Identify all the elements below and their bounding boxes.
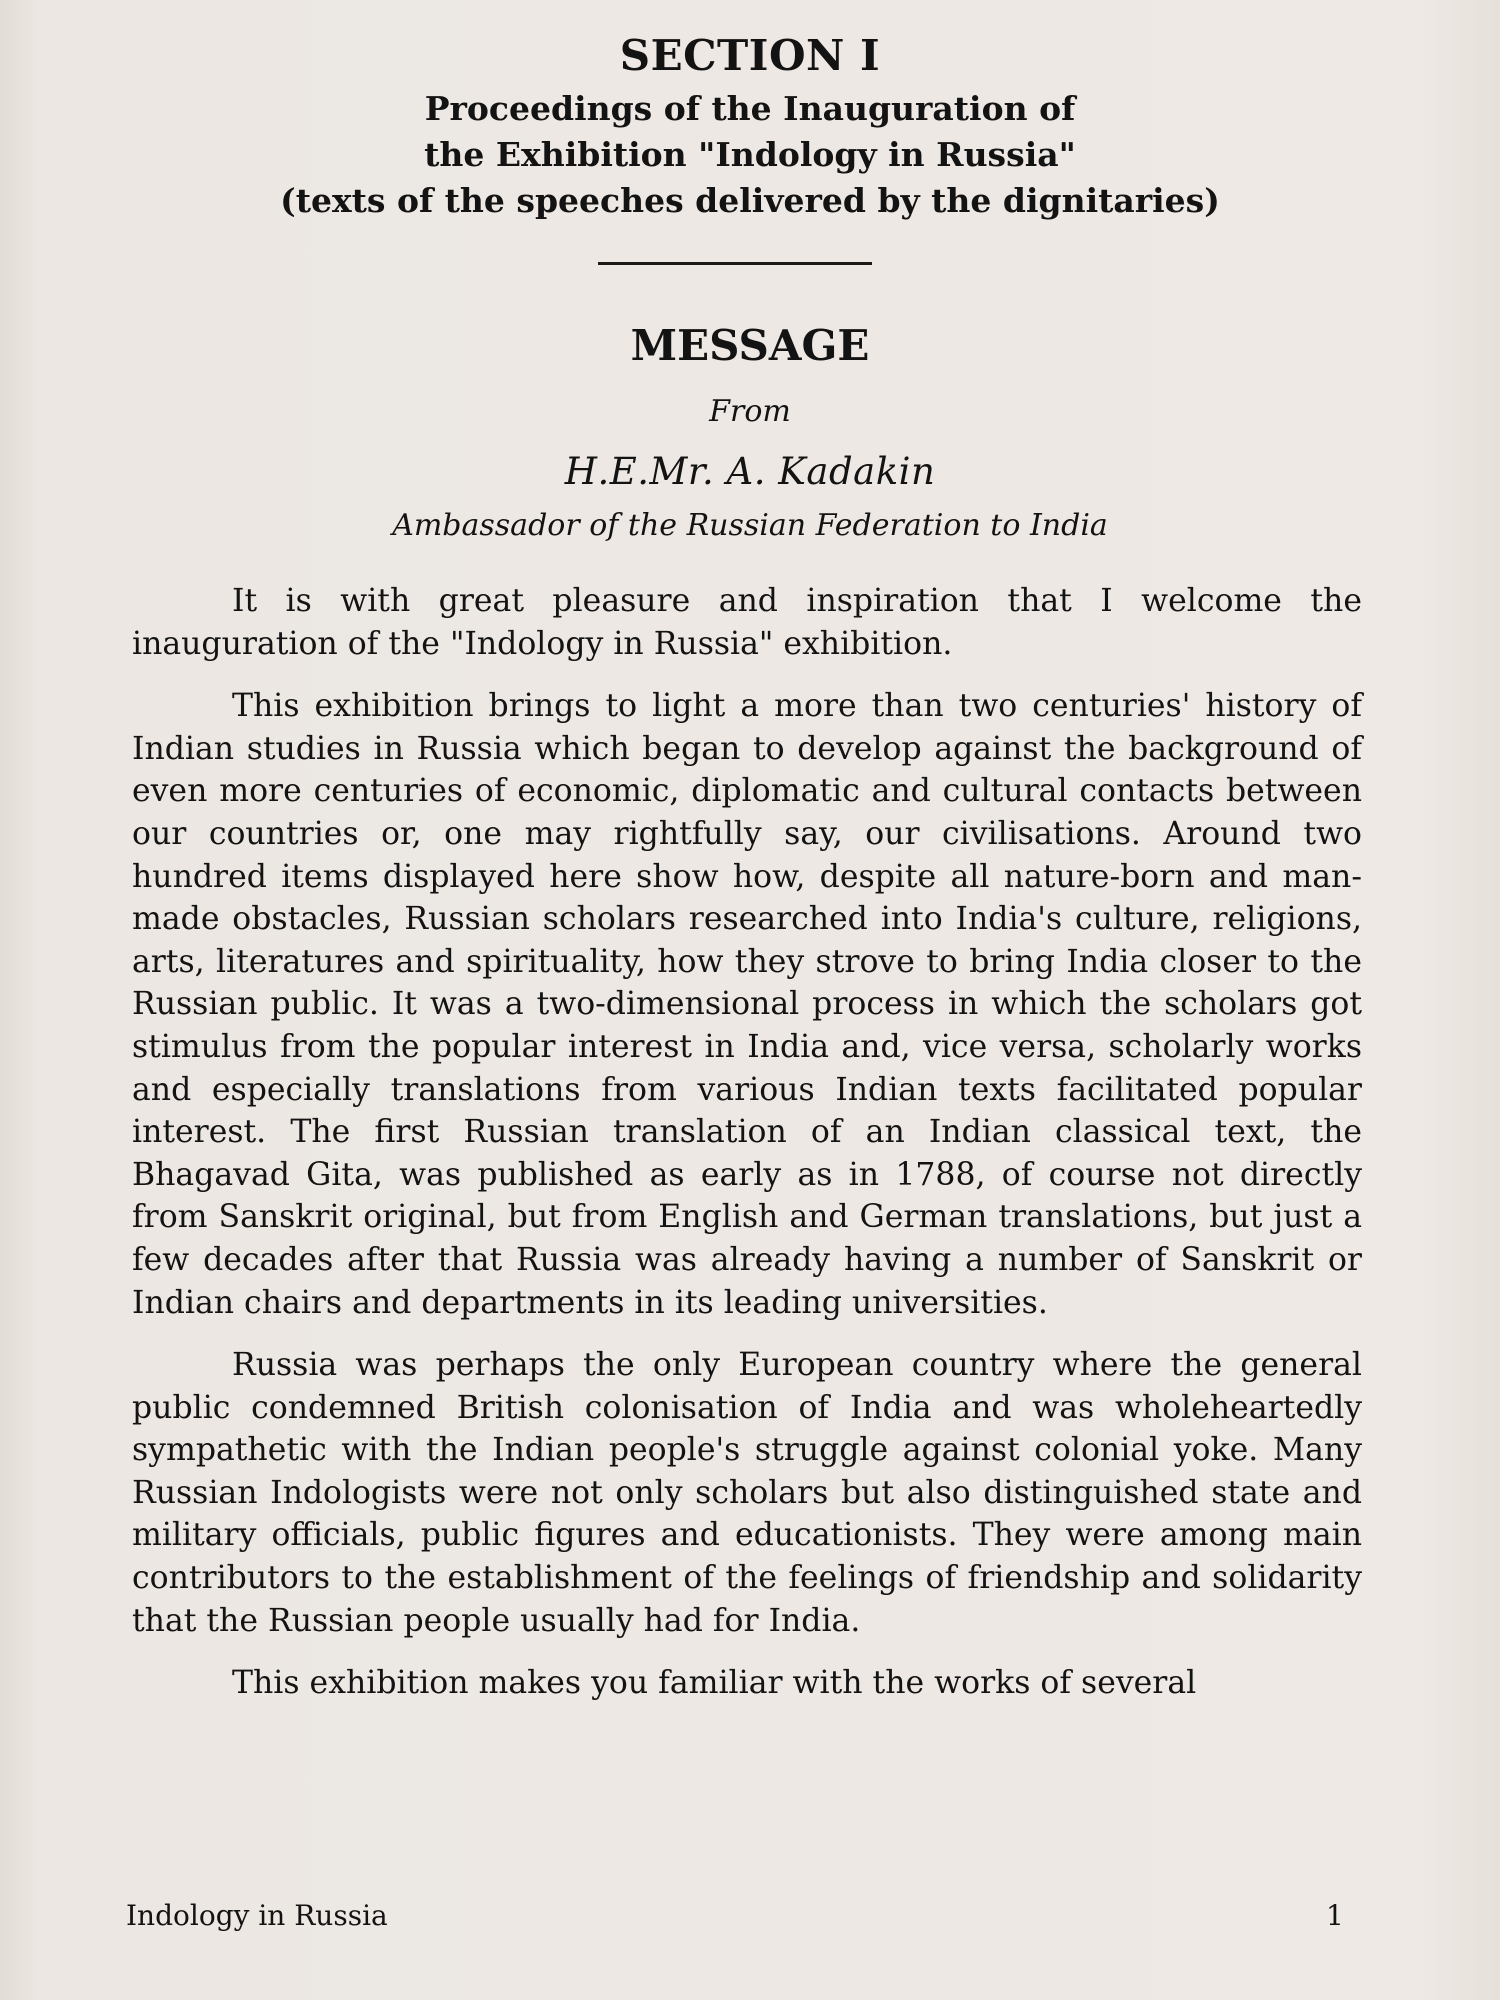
section-subtitle <box>0 86 1500 224</box>
message-title: MESSAGE <box>630 321 870 370</box>
subtitle-line: Proceedings of the Inauguration of <box>424 89 1076 128</box>
subtitle-line: (texts of the speeches delivered by the dignitaries) <box>280 181 1220 220</box>
body-paragraph: This exhibition makes you familiar with the works of several <box>232 1665 1197 1702</box>
author-title: Ambassador of the Russian Federation to India <box>392 508 1108 543</box>
author-name: H.E.Mr. A. Kadakin <box>564 450 936 493</box>
footer-book-title: Indology in Russia <box>126 1899 388 1932</box>
from-label: From <box>709 394 791 429</box>
horizontal-divider <box>598 262 872 265</box>
message-body <box>132 580 1362 1725</box>
subtitle-line: the Exhibition "Indology in Russia" <box>424 135 1076 174</box>
body-paragraph: This exhibition brings to light a more than two centuries' history of Indian studies in Russia which began to develop against the background of even more centuries of economic, diplomatic and cultural contacts between our countries or, one may rightfully say, our civilisations. Around two hundred items displayed here show how, despite all nature-born and man-made obstacles, Russian scholars researched into India's culture, religions, arts, literatures and spirituality, how they strove to bring India closer to the Russian public. It was a two-dimensional process in which the scholars got stimulus from the popular interest in India and, vice versa, scholarly works and especially translations from various Indian texts facilitated popular interest. The first Russian translation of an Indian classical text, the Bhagavad Gita, was published as early as in 1788, of course not directly from Sanskrit original, but from English and German translations, but just a few decades after that Russia was already having a number of Sanskrit or Indian chairs and departments in its leading universities. <box>132 688 1362 1321</box>
body-paragraph: Russia was perhaps the only European country where the general public condemned British colonisation of India and was wholeheartedly sympathetic with the Indian people's struggle against colonial yoke. Many Russian Indologists were not only scholars but also distinguished state and military officials, public figures and educationists. They were among main contributors to the establishment of the feelings of friendship and solidarity that the Russian people usually had for India. <box>132 1347 1362 1639</box>
section-heading: SECTION I <box>619 31 881 80</box>
footer-page-number: 1 <box>1326 1899 1344 1932</box>
body-paragraph: It is with great pleasure and inspiration that I welcome the inauguration of the "Indology in Russia" exhibition. <box>132 583 1362 662</box>
